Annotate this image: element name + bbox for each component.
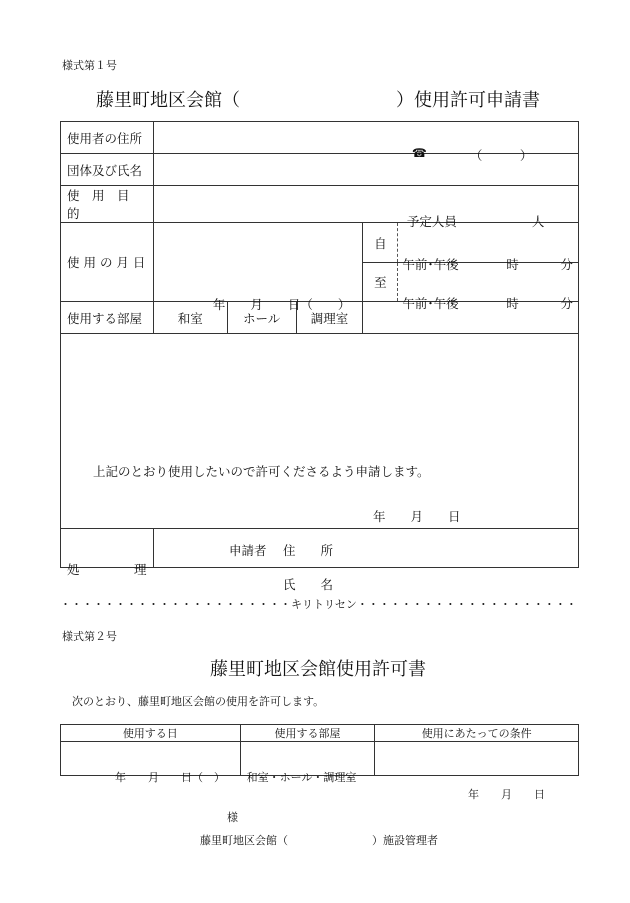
from-label: 自 [363,223,398,263]
applicant-address-label: 住 所 [283,543,334,558]
permit-table [60,724,579,784]
permit-date-field[interactable] [61,742,241,784]
header-use-room: 使用する部屋 [240,725,375,742]
address-field[interactable] [153,122,578,163]
to-label: 至 [363,263,398,302]
phone-paren: （ ） [469,147,533,163]
permit-room-field[interactable] [240,742,375,784]
address-label: 使用者の住所 [61,122,154,154]
room-option-hall[interactable]: ホール [227,302,296,334]
room-option-washitsu[interactable]: 和室 [153,302,227,334]
form2-title: 藤里町地区会館使用許可書 [210,659,426,680]
form1-title-left: 藤里町地区会館（ [96,90,240,111]
purpose-label: 使 用 目 的 [61,186,154,223]
cut-line: ・・・・・・・・・・・・・・・・・・・・・キリトリセン・・・・・・・・・・・・・・・・・・・・ [60,598,577,611]
expected-people-label: 予定人員 [406,214,457,229]
people-unit: 人 [531,214,545,229]
purpose-field[interactable] [153,186,578,229]
room-blank [363,302,579,334]
date-value: 年 月 日（ ） [212,297,351,312]
header-conditions: 使用にあたっての条件 [375,725,579,742]
form1-style-number: 様式第１号 [62,59,117,72]
from-ampm: 午前･午後 [402,256,459,272]
header-use-date: 使用する日 [61,725,241,742]
from-hour: 時 [506,256,519,272]
application-form-table [60,121,579,592]
date-field[interactable] [153,223,363,312]
request-date: 年 月 日 [373,509,461,524]
permit-date-line: 年 月 日 [468,788,545,801]
room-label: 使用する部屋 [61,302,154,334]
permit-date-value: 年 月 日（ ） [115,770,225,784]
room-option-kitchen[interactable]: 調理室 [296,302,363,334]
phone-icon: ☎ [411,145,427,160]
form2-style-number: 様式第２号 [62,630,117,643]
form2-lead-text: 次のとおり、藤里町地区会館の使用を許可します。 [72,695,325,708]
to-hour: 時 [506,296,519,311]
form1-title-right: ）使用許可申請書 [396,90,540,111]
applicant-name-label: 氏 名 [283,577,334,592]
process-field[interactable] [153,529,578,568]
to-minute: 分 [560,296,573,311]
date-label: 使 用 の 月 日 [61,223,154,302]
process-label: 処 理 [61,529,154,568]
applicant-label: 申請者 [229,543,267,558]
issuer-right: ）施設管理者 [372,834,438,847]
from-minute: 分 [560,256,573,272]
permit-conditions-field[interactable] [375,742,579,776]
group-name-label: 団体及び氏名 [61,154,154,186]
to-ampm: 午前･午後 [402,296,459,311]
permit-room-value: 和室・ホール・調理室 [246,770,357,784]
request-text: 上記のとおり使用したいので許可くださるよう申請します。 [93,464,430,479]
addressee-sama: 様 [227,811,238,824]
issuer-left: 藤里町地区会館（ [200,834,288,847]
